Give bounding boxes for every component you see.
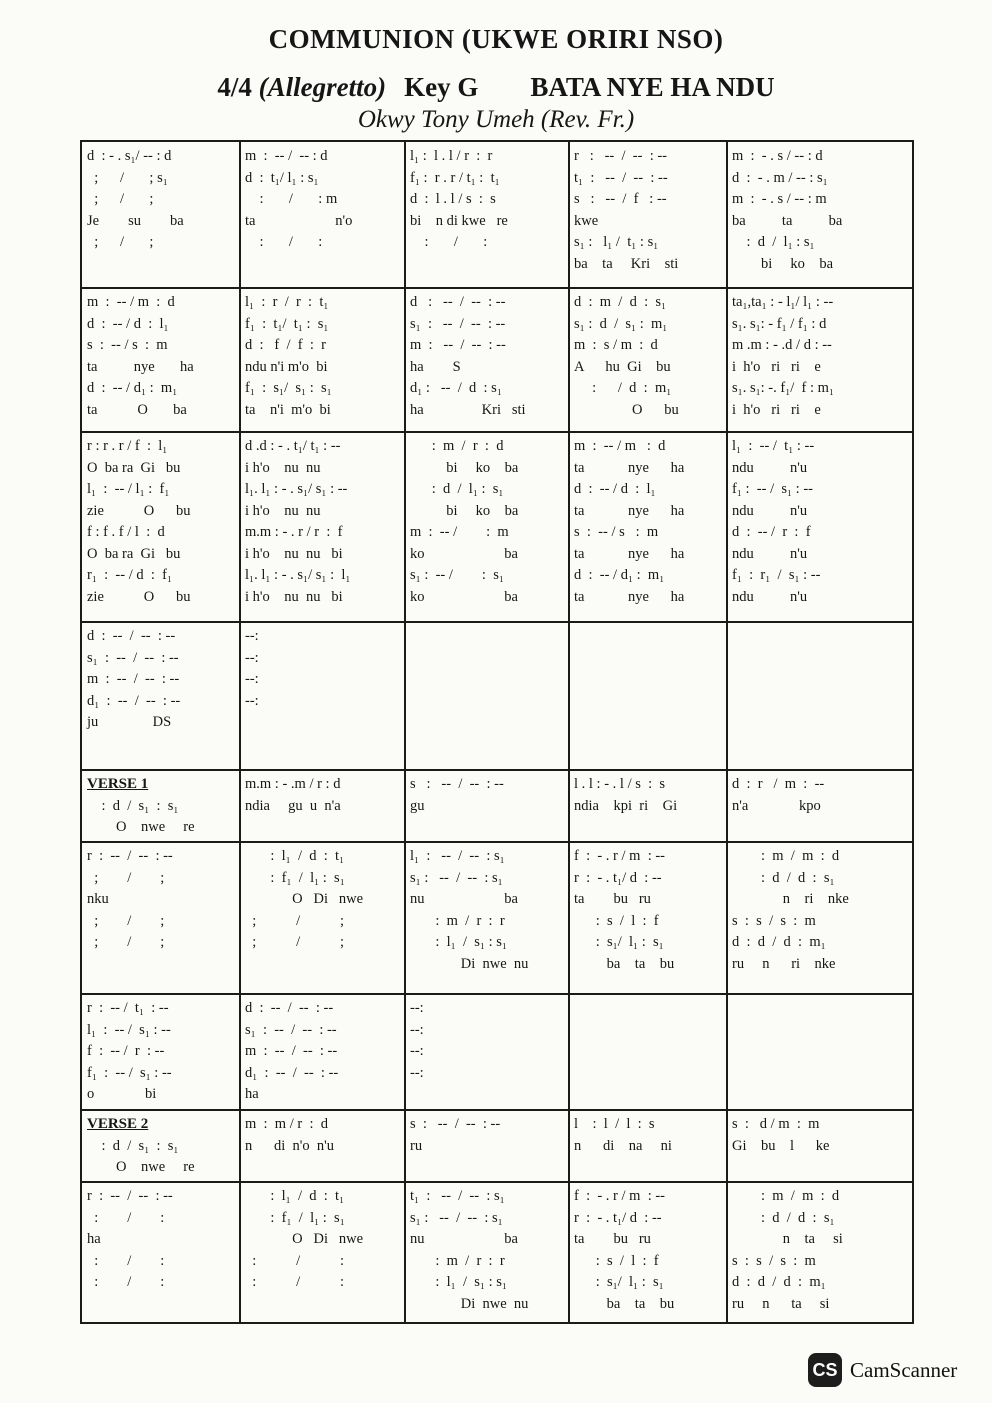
notation-line: ndu n'u [732,545,808,562]
notation-line: --: [245,649,259,666]
notation-line: s₁ : -- / -- : -- [245,1021,337,1038]
notation-line: : l₁ / s₁ : s₁ [410,1274,507,1290]
notation-line: i h'o nu nu bi [245,545,343,562]
notation-line: l₁ : -- / l₁ : f₁ [87,481,170,497]
measure-cell [82,432,240,622]
notation-line: r : -- / -- : -- [574,148,668,164]
notation-line: O ba ra Gi bu [87,545,181,562]
notation-line: : m / m : d [732,848,840,864]
measure-cell [405,770,569,842]
notation-line: r : -- / -- : -- [87,848,173,864]
notation-line: s₁ : -- / -- : s₁ [410,869,503,886]
key: Key G [404,72,479,102]
notation-line: ko ba [410,545,518,562]
measure-cell [240,770,405,842]
notation-line: s₁ : -- / -- : s₁ [410,1209,503,1226]
notation-line: d : - . m / -- : s₁ [732,169,828,186]
notation-line: d : -- / r : f [732,524,811,540]
notation-line: ndu n'u [732,502,808,519]
notation-line: bi ko ba [410,459,519,476]
notation-line: s : -- / -- : -- [410,776,504,792]
measure-cell [240,622,405,770]
measure-cell [569,770,727,842]
notation-line: s : d / m : m [732,1116,820,1132]
notation-line: ta n'o [245,212,353,229]
notation-line: l : l / l : s [574,1116,655,1132]
camscanner-name: CamScanner [850,1357,958,1382]
notation-line: : d / l₁ : s₁ [732,234,815,250]
notation-line: r : -- / -- : -- [87,1188,173,1204]
notation-line: o bi [87,1086,157,1102]
notation-line: --: [245,692,259,709]
notation-line: m : -- / -- : -- [245,1043,338,1059]
song-title: BATA NYE HA NDU [530,72,775,102]
notation-line: f₁ : r . r / t₁ : t₁ [410,169,500,186]
notation-line: : l₁ / s₁ : s₁ [410,934,507,950]
notation-line: s : -- / s : m [574,524,659,540]
notation-line: ha S [410,358,461,375]
time-signature: 4/4 [217,72,252,102]
notation-line: l₁ : -- / t₁ : -- [732,438,815,454]
measure-cell [569,994,727,1110]
notation-line: ba ta bu [574,1295,675,1312]
notation-line: ta nye ha [574,545,685,562]
notation-line: n'a kpo [732,797,821,814]
notation-line: d₁ : -- / d : s₁ [410,380,502,396]
notation-line: s₁. s₁: -. f₁/ f : m₁ [732,380,834,396]
notation-line: --: [410,1000,424,1016]
notation-line: : / : [87,1252,165,1269]
notation-line: : / d : m₁ [574,380,672,396]
watermark [808,1352,957,1388]
notation-line: ta nye ha [574,459,685,476]
notation-line: ndia kpi ri Gi [574,797,678,814]
notation-line: : l₁ / d : t₁ [245,848,345,864]
notation-line: --: [410,1064,424,1081]
notation-line: kwe [574,212,599,229]
notation-line: ta bu ru [574,1231,651,1247]
notation-line: Gi bu l ke [732,1137,830,1154]
notation-line: r : -- / t₁ : -- [87,1000,169,1016]
notation-line: m : -- / m : d [574,438,666,454]
notation-line: Di nwe nu [410,955,529,972]
notation-line: ndu n'i m'o bi [245,358,328,375]
notation-line: ha Kri sti [410,401,526,418]
notation-line: i h'o nu nu [245,502,321,519]
notation-line: s : -- / s : m [87,337,168,353]
measure-cell [82,1182,240,1326]
notation-line: i h'o ri ri e [732,401,821,418]
notation-line: i h'o nu nu bi [245,588,343,605]
notation-line: ta n'i m'o bi [245,401,331,418]
notation-line: : / : [245,234,323,250]
verse-label: VERSE 2 [87,1116,149,1132]
notation-line: : / : [410,234,488,250]
notation-line: m : m / r : d [245,1116,328,1132]
notation-line: m.m : - .m / r : d [245,776,341,792]
notation-line: ba ta ba [732,212,843,229]
notation-line: ; / ; [245,912,345,929]
notation-line: s₁. s₁: - f₁ / f₁ : d [732,315,827,332]
notation-line: --: [410,1043,424,1059]
notation-line: f₁ : r₁ / s₁ : -- [732,567,821,583]
notation-line: ru n ri nke [732,955,836,972]
measure-cell [727,142,916,288]
notation-line: s₁ : l₁ / t₁ : s₁ [574,234,659,250]
measure-cell [569,1182,727,1326]
notation-line: t₁ : -- / -- : s₁ [410,1188,505,1204]
notation-line: f : - . r / m : -- [574,848,666,864]
notation-line: bi ko ba [410,502,519,519]
notation-line: : d / d : s₁ [732,869,835,886]
measure-cell [405,1182,569,1326]
notation-line: ba ta Kri sti [574,255,679,272]
notation-line: ; / ; [87,934,165,950]
notation-line: n ri nke [732,891,849,907]
notation-line: m : -- / m : d [87,294,175,310]
notation-line: f₁ : -- / s₁ : -- [732,481,813,497]
measure-cell [405,432,569,622]
measure-cell [727,288,916,432]
notation-line: l₁. l₁ : - . s₁/ s₁ : l₁ [245,567,351,583]
notation-line: O nwe re [87,819,195,835]
notation-line: ba ta bu [574,955,675,972]
notation-line: r : r . r / f : l₁ [87,438,168,454]
notation-line: f₁ : s₁/ s₁ : s₁ [245,380,332,396]
measure-cell [405,288,569,432]
notation-line: m .m : - .d / d : -- [732,337,832,353]
notation-line: : d / d : s₁ [732,1209,835,1226]
notation-line: l₁ : r / r : t₁ [245,294,329,310]
notation-line: d : f / f : r [245,337,326,353]
measure-cell [727,622,916,770]
tempo: (Allegretto) [258,72,387,102]
measure-cell [727,770,916,842]
measure-cell [82,622,240,770]
notation-line: gu [410,797,425,814]
notation-line: f : f . f / l : d [87,524,165,540]
measure-cell [405,142,569,288]
measure-cell [727,432,916,622]
notation-line: l₁ : -- / s₁ : -- [87,1021,171,1038]
measure-cell [727,994,916,1110]
music-score-table [80,140,914,1324]
notation-line: O Di nwe [245,891,364,907]
notation-line: d : -- / -- : -- [410,294,506,310]
notation-line: d₁ : -- / -- : -- [87,692,181,709]
notation-line: t₁ : -- / -- : -- [574,169,668,186]
notation-line: r : - . t₁/ d : -- [574,1209,662,1226]
notation-line: : d / s₁ : s₁ [87,1137,179,1154]
notation-line: : / : m [245,191,338,207]
notation-line: d : -- / -- : -- [245,1000,334,1016]
notation-line: m : s / m : d [574,337,658,353]
notation-line: s₁ : -- / -- : -- [410,315,506,332]
notation-line: O bu [574,401,679,418]
measure-cell [240,1182,405,1326]
notation-line: l₁. l₁ : - . s₁/ s₁ : -- [245,481,348,497]
notation-line: : f₁ / l₁ : s₁ [245,869,345,886]
notation-line: ta nye ha [574,588,685,605]
measure-cell [569,288,727,432]
notation-line: ru [410,1137,423,1154]
notation-line: m : - . s / -- : m [732,191,827,207]
measure-cell [240,142,405,288]
notation-line: f₁ : t₁/ t₁ : s₁ [245,315,329,332]
notation-line: ju DS [87,714,172,730]
measure-cell [240,994,405,1110]
measure-cell [82,994,240,1110]
notation-line: d : -- / d : l₁ [574,481,656,497]
notation-line: i h'o nu nu [245,459,321,476]
notation-line: l₁ : -- / -- : s₁ [410,848,505,864]
notation-line: O Di nwe [245,1231,364,1247]
notation-line: : m / m : d [732,1188,840,1204]
notation-line: zie O bu [87,502,191,519]
notation-line: : d / s₁ : s₁ [87,797,179,814]
notation-line: n di na ni [574,1137,672,1154]
notation-line: : f₁ / l₁ : s₁ [245,1209,345,1226]
notation-line: --: [410,1021,424,1038]
notation-line: : d / l₁ : s₁ [410,481,504,497]
notation-line: f : -- / r : -- [87,1043,165,1059]
notation-line: d : m / d : s₁ [574,294,667,310]
notation-line: ndu n'u [732,459,808,476]
notation-line: s : -- / -- : -- [410,1116,501,1132]
notation-line: d : t₁/ l₁ : s₁ [245,169,319,186]
notation-line: zie O bu [87,588,191,605]
notation-line: n di n'o n'u [245,1137,335,1154]
notation-line: d : -- / d₁ : m₁ [574,567,665,583]
notation-line: ; / ; [87,869,165,886]
notation-line: f₁ : -- / s₁ : -- [87,1064,172,1081]
notation-line: ha [87,1231,101,1247]
notation-line: r₁ : -- / d : f₁ [87,567,173,583]
measure-cell [405,994,569,1110]
measure-cell [240,288,405,432]
song-info [0,72,992,103]
notation-line: s₁ : d / s₁ : m₁ [574,315,668,332]
notation-line: : s₁/ l₁ : s₁ [574,1274,664,1290]
notation-line: ru n ta si [732,1295,830,1312]
notation-line: ; / ; [87,234,154,250]
notation-line: s : s / s : m [732,912,816,929]
notation-line: i h'o ri ri e [732,358,821,375]
measure-cell [569,622,727,770]
notation-line: nku [87,891,109,907]
notation-line: d : -- / d₁ : m₁ [87,380,178,396]
measure-cell [240,1110,405,1182]
notation-line: d : -- / -- : -- [87,628,176,644]
notation-line: ; / ; [87,191,154,207]
notation-line: m.m : - . r / r : f [245,524,343,540]
notation-line: d : l . l / s : s [410,191,496,207]
measure-cell [569,842,727,994]
measure-cell [240,432,405,622]
notation-line: : s₁/ l₁ : s₁ [574,934,664,950]
notation-line: : / : [245,1274,345,1290]
notation-line: d : d / d : m₁ [732,1274,826,1290]
notation-line: ; / ; s₁ [87,169,168,186]
notation-line: ta O ba [87,401,187,418]
notation-line: : s / l : f [574,912,659,929]
notation-line: ta nye ha [87,358,194,375]
notation-line: r : - . t₁/ d : -- [574,869,662,886]
notation-line: d : - . s₁/ -- : d [87,148,172,164]
notation-line: --: [245,628,259,644]
notation-line: d : -- / d : l₁ [87,315,169,332]
notation-line: : m / r : r [410,1252,505,1269]
notation-line: s : -- / f : -- [574,191,667,207]
measure-cell [405,1110,569,1182]
notation-line: nu ba [410,1231,518,1247]
measure-cell [82,1110,240,1182]
notation-line: s : s / s : m [732,1252,816,1269]
measure-cell [82,770,240,842]
notation-line: ; / ; [245,934,345,950]
notation-line: l₁ : l . l / r : r [410,148,493,164]
notation-line: : m / r : r [410,912,505,929]
notation-line: : / : [245,1252,345,1269]
notation-line: bi n di kwe re [410,212,508,229]
notation-line: d : d / d : m₁ [732,934,826,950]
notation-line: Di nwe nu [410,1295,529,1312]
camscanner-logo-icon: CS [808,1353,842,1387]
notation-line: m : -- / -- : d [245,148,328,164]
measure-cell [240,842,405,994]
notation-line: Je su ba [87,212,184,229]
composer: Okwy Tony Umeh (Rev. Fr.) [357,106,635,133]
measure-cell [82,142,240,288]
notation-line: --: [245,671,259,687]
verse-label: VERSE 1 [87,776,149,792]
measure-cell [405,622,569,770]
notation-line: m : -- / : m [410,524,509,540]
notation-line: f : - . r / m : -- [574,1188,666,1204]
notation-line: ta₁,ta₁ : - l₁/ l₁ : -- [732,294,834,310]
notation-line: : s / l : f [574,1252,659,1269]
notation-line: n ta si [732,1231,843,1247]
notation-line: : m / r : d [410,438,504,454]
notation-line: d : r / m : -- [732,776,825,792]
notation-line: l . l : - . l / s : s [574,776,666,792]
measure-cell [727,1182,916,1326]
measure-cell [569,432,727,622]
notation-line: ndia gu u n'a [245,797,341,814]
notation-line: ; / ; [87,912,165,929]
measure-cell [405,842,569,994]
notation-line: m : -- / -- : -- [410,337,506,353]
notation-line: bi ko ba [732,255,834,272]
notation-line: s₁ : -- / -- : -- [87,649,179,666]
page-title: COMMUNION (UKWE ORIRI NSO) [268,24,724,54]
notation-line: m : - . s / -- : d [732,148,823,164]
notation-line: O ba ra Gi bu [87,459,181,476]
measure-cell [727,1110,916,1182]
notation-line: m : -- / -- : -- [87,671,180,687]
notation-line: ha [245,1086,259,1102]
notation-line: s₁ : -- / : s₁ [410,567,504,583]
notation-line: ta nye ha [574,502,685,519]
notation-line: ko ba [410,588,518,605]
notation-line: d .d : - . t₁/ t₁ : -- [245,438,341,454]
notation-line: ta bu ru [574,891,651,907]
notation-line: ndu n'u [732,588,808,605]
measure-cell [82,288,240,432]
notation-line: nu ba [410,891,518,907]
notation-line: d₁ : -- / -- : -- [245,1064,339,1081]
measure-cell [569,142,727,288]
measure-cell [727,842,916,994]
measure-cell [569,1110,727,1182]
measure-cell [82,842,240,994]
notation-line: : l₁ / d : t₁ [245,1188,345,1204]
notation-line: : / : [87,1209,165,1226]
notation-line: O nwe re [87,1159,195,1175]
notation-line: : / : [87,1274,165,1290]
notation-line: A hu Gi bu [574,358,671,375]
